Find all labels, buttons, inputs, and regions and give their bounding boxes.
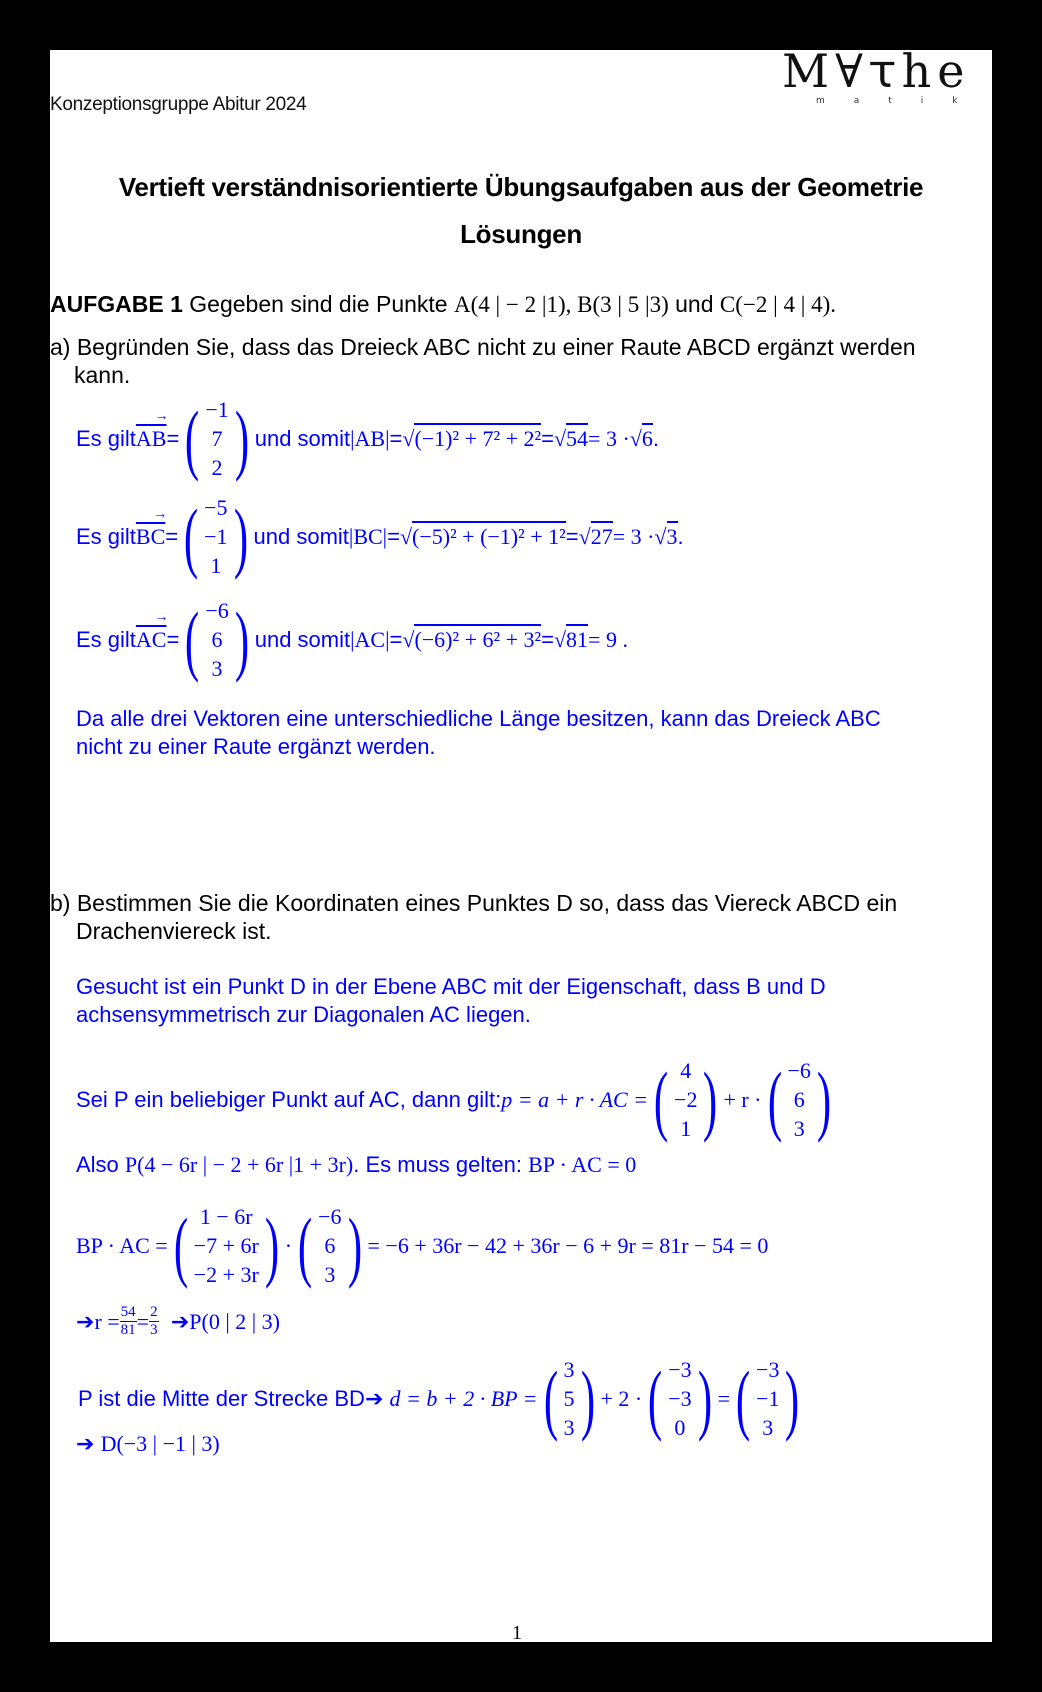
vector-ac-dot: −6 6 3 xyxy=(318,1204,342,1287)
dot-product-equation: BP · AC = ( 1 − 6r −7 + 6r −2 + 3r ) · ( −6 6 3 ) = −6 + 36r − 42 + 36r − 6 + 9r = 81r − 54 = 0 xyxy=(76,1201,769,1289)
vector-bp-2: −3 −3 0 xyxy=(668,1357,692,1440)
arrow-right-icon: ➔ xyxy=(364,1385,384,1411)
solution-row-bc: Es gilt $\overline{BC}$ → = ( −5 −1 1 ) und somit |BC| = √(−5)² + (−1)² + 1² = √27 = 3 · √3 . xyxy=(76,492,684,580)
logo-main-text: M∀ꚍhe xyxy=(782,50,971,98)
solution-b-text-line2: achsensymmetrisch zur Diagonalen AC liegen. xyxy=(76,1002,531,1027)
page-subtitle: Lösungen xyxy=(460,219,582,249)
vector-ac: −6 6 3 xyxy=(205,598,229,681)
conclusion-a-line1: Da alle drei Vektoren eine unterschiedliche Länge besitzen, kann das Dreieck ABC xyxy=(76,706,881,731)
solution-row-ab: Es gilt $\overline{AB}$ → = ( −1 7 2 ) und somit |AB| = √(−1)² + 7² + 2² = √54 = 3 · √6 . xyxy=(76,394,659,482)
solution-row-ac: Es gilt $\overline{AC}$ → = ( −6 6 3 ) und somit |AC| = √(−6)² + 6² + 3² = √81 = 9 . xyxy=(76,595,628,683)
solution-b-text-line1: Gesucht ist ein Punkt D in der Ebene ABC mit der Eigenschaft, dass B und D xyxy=(76,974,826,999)
logo-sub-text: matik xyxy=(816,96,987,106)
task1-label: AUFGABE 1 xyxy=(50,291,183,317)
midpoint-equation: P ist die Mitte der Strecke BD ➔ d = b + 2 · BP = ( 3 5 3 ) + 2 · ( −3 −3 0 ) = ( −3 −1 3 ) xyxy=(78,1354,800,1442)
vector-ac-b: −6 6 3 xyxy=(787,1058,811,1141)
arrow-right-icon: ➔ xyxy=(170,1308,190,1334)
vector-bp: 1 − 6r −7 + 6r −2 + 3r xyxy=(193,1204,259,1287)
vector-d: −3 −1 3 xyxy=(756,1357,780,1440)
vector-b: 3 5 3 xyxy=(563,1357,575,1440)
header-group-label: Konzeptionsgruppe Abitur 2024 xyxy=(50,94,307,115)
page-title: Vertieft verständnisorientierte Übungsaufgaben aus der Geometrie xyxy=(118,172,924,202)
r-solution: ➔ r = $\frac{54}{81}$ = $\frac{2}{3}$ ➔ P(0 | 2 | 3) xyxy=(76,1304,280,1338)
page-number: 1 xyxy=(512,1622,522,1642)
arrow-right-icon: ➔ xyxy=(76,1431,95,1456)
question-a-line1: a) Begründen Sie, dass das Dreieck ABC nicht zu einer Raute ABCD ergänzt werden xyxy=(50,334,916,360)
point-c: C(−2 | 4 | 4). xyxy=(719,292,836,317)
conclusion-a-line2: nicht zu einer Raute ergänzt werden. xyxy=(76,734,436,759)
line-equation-p: Sei P ein beliebiger Punkt auf AC, dann gilt: p = a + r · AC = ( 4 −2 1 ) + r · ( −6 6 3 ) xyxy=(76,1055,832,1143)
vector-a: 4 −2 1 xyxy=(674,1058,698,1141)
point-p-general: Also P(4 − 6r | − 2 + 6r |1 + 3r). Es muss gelten: BP · AC = 0 xyxy=(76,1152,637,1177)
question-a-line2: kann. xyxy=(74,362,131,388)
mathematik-logo xyxy=(782,50,987,112)
points-ab: A(4 | − 2 |1), B(3 | 5 |3) xyxy=(454,292,669,317)
vector-ab: −1 7 2 xyxy=(205,397,229,480)
question-b-line1: b) Bestimmen Sie die Koordinaten eines Punktes D so, dass das Viereck ABCD ein xyxy=(50,890,898,916)
question-b-line2: Drachenviereck ist. xyxy=(76,918,272,944)
task1-statement: AUFGABE 1 Gegeben sind die Punkte A(4 | − 2 |1), B(3 | 5 |3) und C(−2 | 4 | 4). xyxy=(50,291,836,317)
arrow-right-icon: ➔ xyxy=(76,1308,95,1334)
vector-bc: −5 −1 1 xyxy=(204,495,228,578)
final-result: ➔ D(−3 | −1 | 3) xyxy=(76,1431,220,1456)
document-page xyxy=(50,50,992,1642)
